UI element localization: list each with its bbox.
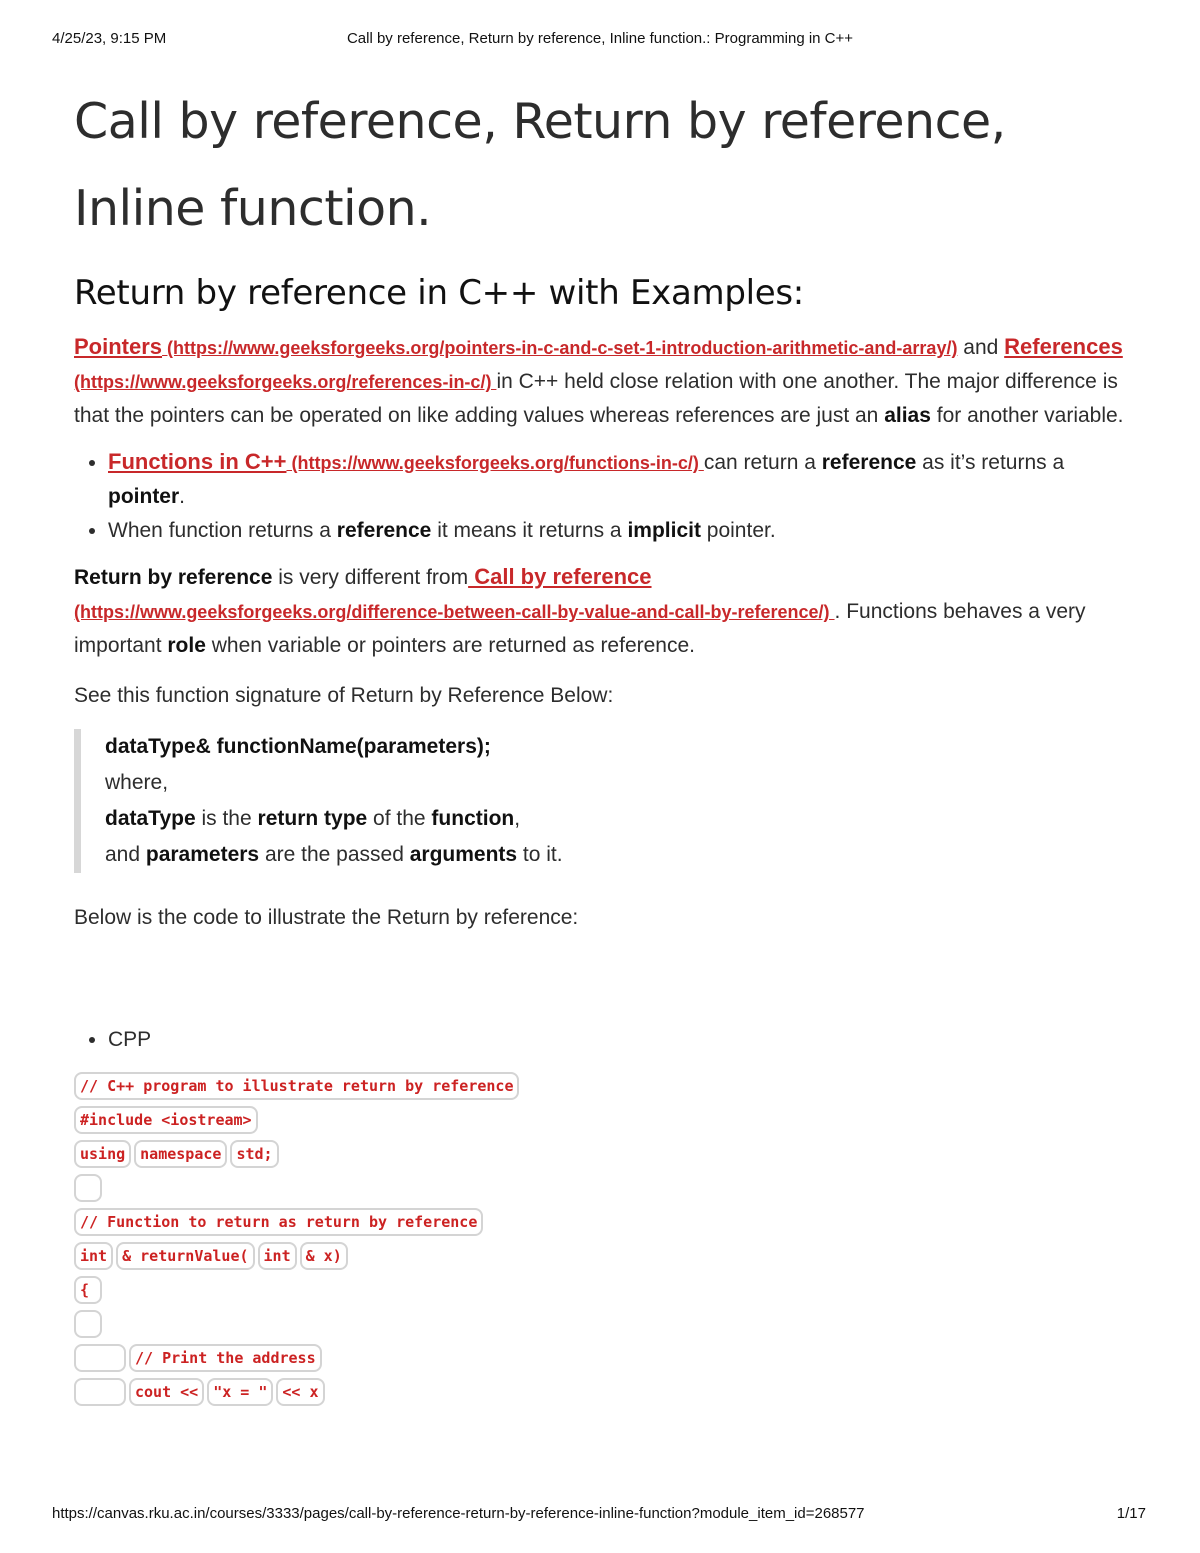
code-line bbox=[74, 1205, 1134, 1239]
list-item bbox=[108, 445, 1134, 514]
code-line bbox=[74, 1239, 1134, 1273]
language-item-cpp: • CPP bbox=[108, 1025, 1134, 1055]
paragraph-text: is very different from bbox=[272, 566, 469, 589]
quote-text: of the bbox=[367, 807, 432, 830]
code-line bbox=[74, 1069, 1134, 1103]
bold-text: Return by reference bbox=[74, 566, 273, 589]
code-token: int bbox=[258, 1242, 297, 1270]
code-token: & returnValue( bbox=[116, 1242, 254, 1270]
code-indent bbox=[74, 1344, 126, 1372]
quote-text: is the bbox=[195, 807, 258, 830]
bullet-text: pointer. bbox=[700, 519, 776, 542]
code-token: #include <iostream> bbox=[74, 1106, 258, 1134]
call-by-reference-link[interactable]: Call by reference bbox=[468, 564, 652, 589]
bold-text: dataType bbox=[105, 807, 196, 830]
quote-text: are the passed bbox=[259, 843, 410, 866]
code-token: // Print the address bbox=[129, 1344, 322, 1372]
code-line bbox=[74, 1341, 1134, 1375]
references-url-link[interactable]: (https://www.geeksforgeeks.org/references-in-c/) bbox=[74, 372, 497, 392]
bullet-bold: pointer bbox=[108, 485, 180, 508]
alias-bold: alias bbox=[884, 404, 931, 427]
where-text: where, bbox=[105, 771, 169, 794]
code-token: std; bbox=[230, 1140, 278, 1168]
intro-text-and: and bbox=[957, 336, 1005, 359]
code-line bbox=[74, 1137, 1134, 1171]
quote-text: , bbox=[514, 807, 521, 830]
code-token: // C++ program to illustrate return by reference bbox=[74, 1072, 519, 1100]
code-token: << x bbox=[276, 1378, 324, 1406]
code-line bbox=[74, 1307, 1134, 1341]
bullet-bold: implicit bbox=[627, 519, 701, 542]
intro-paragraph bbox=[74, 330, 1134, 433]
code-token: using bbox=[74, 1140, 131, 1168]
code-token: & x) bbox=[300, 1242, 348, 1270]
code-block bbox=[74, 1069, 1134, 1409]
pointers-link[interactable]: Pointers bbox=[74, 334, 163, 359]
quote-text: to it. bbox=[517, 843, 563, 866]
intro-text-2: for another variable. bbox=[930, 404, 1124, 427]
bold-text: parameters bbox=[145, 843, 260, 866]
list-item bbox=[108, 514, 1134, 548]
page-title bbox=[74, 78, 1134, 252]
bold-text: arguments bbox=[409, 843, 518, 866]
bullet-text: it means it returns a bbox=[431, 519, 628, 542]
call-by-reference-url-link[interactable]: (https://www.geeksforgeeks.org/difference-between-call-by-value-and-call-by-reference/) bbox=[74, 602, 835, 622]
bullet-text: can return a bbox=[703, 451, 822, 474]
code-token-empty bbox=[74, 1310, 102, 1338]
bold-text: return type bbox=[257, 807, 368, 830]
print-date: 4/25/23, 9:15 PM bbox=[52, 30, 167, 47]
bullet-list bbox=[74, 445, 1134, 548]
code-token: int bbox=[74, 1242, 113, 1270]
bold-text: role bbox=[167, 634, 206, 657]
bullet-bold: reference bbox=[336, 519, 432, 542]
code-line bbox=[74, 1375, 1134, 1409]
code-token: "x = " bbox=[207, 1378, 273, 1406]
bold-text: function bbox=[431, 807, 515, 830]
print-page-title: Call by reference, Return by reference, Inline function.: Programming in C++ bbox=[346, 30, 854, 47]
code-intro-paragraph: Below is the code to illustrate the Return by reference: bbox=[74, 906, 579, 929]
code-token: { bbox=[74, 1276, 102, 1304]
functions-url-link[interactable]: (https://www.geeksforgeeks.org/functions-in-c/) bbox=[286, 453, 704, 473]
code-line bbox=[74, 1103, 1134, 1137]
function-signature: dataType& functionName(parameters); bbox=[105, 735, 491, 758]
code-line bbox=[74, 1273, 1134, 1307]
return-by-reference-paragraph bbox=[74, 560, 1134, 663]
code-token-empty bbox=[74, 1174, 102, 1202]
language-list bbox=[74, 1025, 1134, 1055]
bullet-text: . bbox=[179, 485, 186, 508]
footer-url: https://canvas.rku.ac.in/courses/3333/pages/call-by-reference-return-by-reference-inline-function?module_item_id=268577 bbox=[52, 1505, 865, 1522]
page-content bbox=[74, 78, 1134, 1409]
code-token: namespace bbox=[134, 1140, 227, 1168]
bullet-bold: reference bbox=[821, 451, 917, 474]
title-line-1: Call by reference, Return by reference, bbox=[74, 93, 1006, 150]
code-indent bbox=[74, 1378, 126, 1406]
pointers-url-link[interactable]: (https://www.geeksforgeeks.org/pointers-in-c-and-c-set-1-introduction-arithmetic-and-array/) bbox=[162, 338, 958, 358]
code-line bbox=[74, 1171, 1134, 1205]
section-heading: Return by reference in C++ with Examples: bbox=[74, 273, 804, 313]
paragraph-text: when variable or pointers are returned as reference. bbox=[205, 634, 695, 657]
code-token: cout << bbox=[129, 1378, 204, 1406]
references-link[interactable]: References bbox=[1004, 334, 1123, 359]
functions-link[interactable]: Functions in C++ bbox=[108, 449, 287, 474]
print-header bbox=[0, 30, 1200, 50]
title-line-2: Inline function. bbox=[74, 180, 432, 237]
paragraph-text: . Functions behaves a very important bbox=[74, 600, 1086, 657]
signature-intro-paragraph: See this function signature of Return by Reference Below: bbox=[74, 684, 614, 707]
quote-text: and bbox=[105, 843, 146, 866]
signature-blockquote bbox=[74, 729, 1134, 873]
code-token: // Function to return as return by reference bbox=[74, 1208, 483, 1236]
bullet-text: When function returns a bbox=[108, 519, 337, 542]
intro-text-1: in C++ held close relation with one another. The major difference is that the pointers can be operated on like adding values whereas references are just an bbox=[74, 370, 1118, 427]
bullet-text: as it’s returns a bbox=[916, 451, 1065, 474]
page-number: 1/17 bbox=[1116, 1505, 1146, 1522]
